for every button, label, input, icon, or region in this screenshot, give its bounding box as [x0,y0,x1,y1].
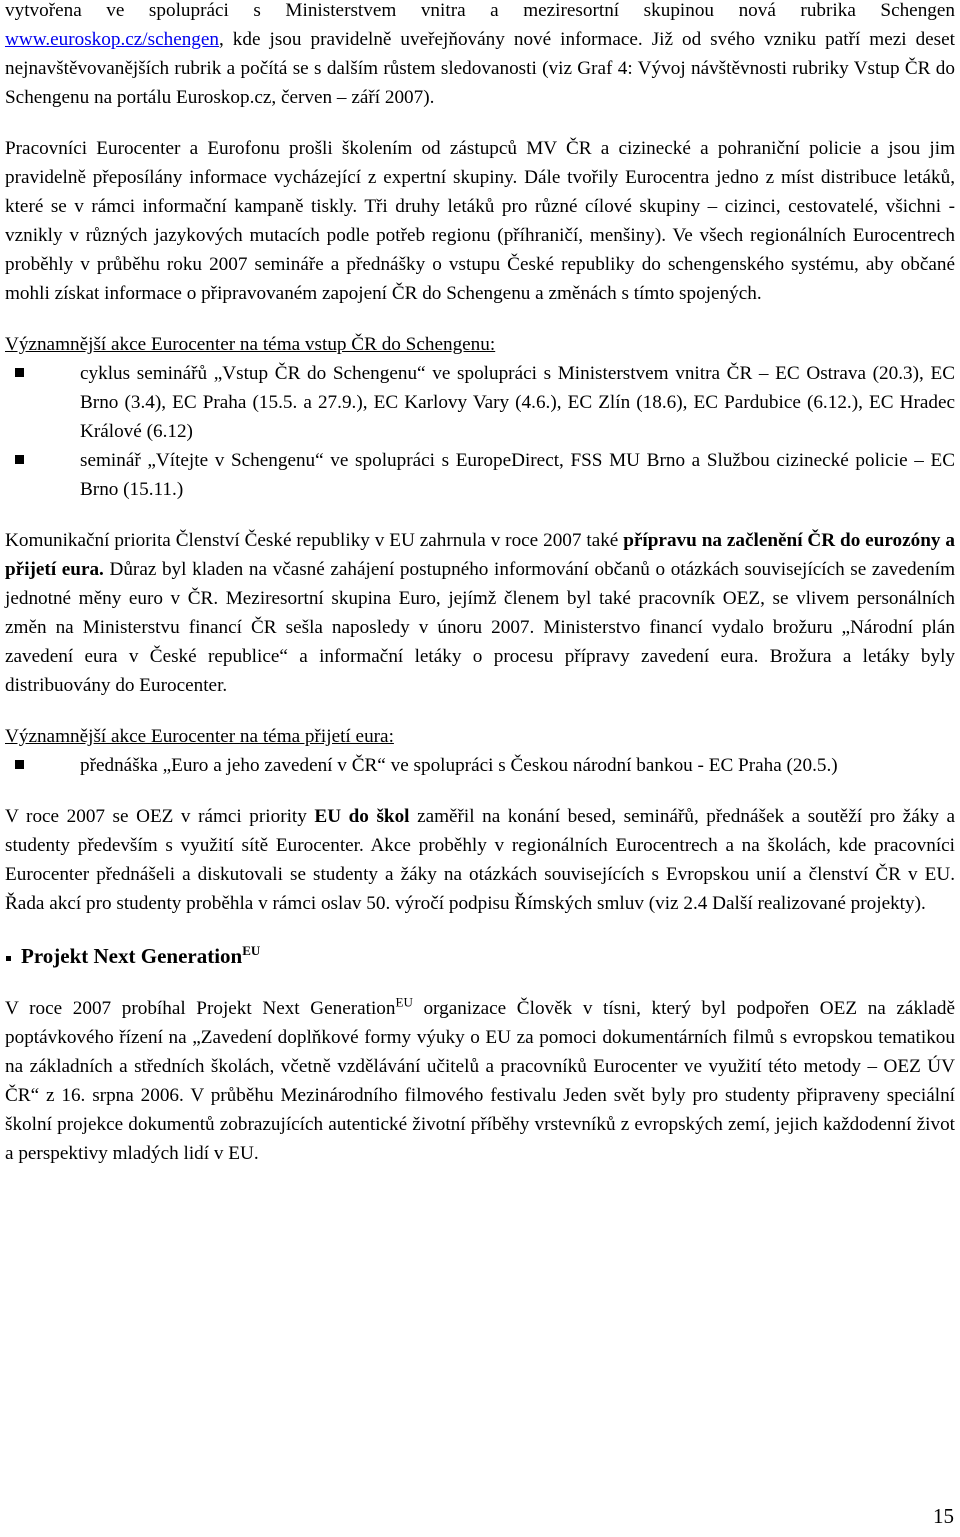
schengen-link[interactable]: www.euroskop.cz/schengen [5,29,220,50]
schools-text-part2: zaměřil na konání besed, seminářů, přednášek a soutěží pro žáky a studenty především s využití sítě Eurocenter. Akce proběhly v regionálních Eurocentrech a na školách, kde pracovníci Eurocenter přednášeli a diskutovali se studenty a žáky na otázkách souvisejících s Evropskou unií a členství ČR v EU. Řada akcí pro studenty proběhla v rámci oslav 50. výročí podpisu Římských smluv (viz 2.4 Další realizované projekty). [5,806,956,914]
bullet-square-icon [6,956,11,961]
project-title-sup: EU [242,943,261,958]
list-item-text: seminář „Vítejte v Schengenu“ ve spolupráci s EuropeDirect, FSS MU Brno a Službou cizinecké policie – EC Brno (15.11.) [80,450,955,500]
intro-text-end: , kde jsou pravidelně uveřejňovány nové informace. Již od svého vzniku patří mezi deset nejnavštěvovanějších rubrik a počítá se s dalším růstem sledovanosti (viz Graf 4: Vývoj návštěvnosti rubriky Vstup ČR do Schengenu na portálu Euroskop.cz, červen – září 2007). [5,29,955,108]
project-text-part1: V roce 2007 probíhal Projekt Next Generation [5,998,396,1019]
schools-text-part1: V roce 2007 se OEZ v rámci priority [5,806,315,827]
project-text-sup: EU [395,994,413,1010]
project-paragraph [5,994,955,1168]
project-text-part2: organizace Člověk v tísni, který byl podpořen OEZ na základě poptávkového řízení na „Zavedení doplňkové formy výuky o EU za pomoci dokumentárních filmů s evropskou tematikou na základních a středních školách, včetně vzdělávání učitelů a pracovníků Eurocenter ve využití této metody – OEZ ÚV ČR“ z 16. srpna 2006. V průběhu Mezinárodního filmového festivalu Jeden svět byly pro studenty připraveny speciální školní projekce dokumentů zobrazujících autentické životní příběhy vrstevníků z evropských zemí, jejich každodenní život a perspektivy mladých lidí v EU. [5,998,955,1164]
project-section-title [5,940,955,972]
list-item-text: přednáška „Euro a jeho zavedení v ČR“ ve spolupráci s Českou národní bankou - EC Praha (20.5.) [80,755,838,776]
euro-text-part2: Důraz byl kladen na včasné zahájení postupného informování občanů o otázkách souvisejících se zavedením jednotné měny euro v ČR. Meziresortní skupina Euro, jejímž členem byl také pracovník OEZ, se vlivem personálních změn na Ministerstvu financí ČR sešla naposledy v únoru 2007. Ministerstvo financí vydalo brožuru „Národní plán zavedení eura v České republice“ a informační letáky o procesu přípravy zavedení eura. Brožura a letáky byly distribuovány do Eurocenter. [5,559,955,696]
bullet-square-icon [15,368,24,377]
schools-paragraph [5,802,955,918]
document-page [5,0,955,1168]
bullet-square-icon [15,760,24,769]
intro-paragraph [5,0,955,112]
project-title-text: Projekt Next Generation [21,944,243,968]
euro-paragraph [5,526,955,700]
euro-events-heading: Významnější akce Eurocenter na téma přijetí eura: [5,726,394,747]
intro-text-start: vytvořena ve spolupráci s Ministerstvem vnitra a meziresortní skupinou nová rubrika Schengen [5,0,955,21]
list-item [5,359,955,446]
schools-bold-text: EU do škol [314,806,410,827]
staff-paragraph: Pracovníci Eurocenter a Eurofonu prošli školením od zástupců MV ČR a cizinecké a pohraniční policie a jsou jim pravidelně přeposílány informace vycházející z expertní skupiny. Dále tvořily Eurocentra jedno z míst distribuce letáků, které se v rámci informační kampaně tiskly. Tři druhy letáků pro různé cílové skupiny – cizinci, cestovatelé, všichni - vznikly v různých jazykových mutacích podle potřeb regionu (příhraničí, menšiny). Ve všech regionálních Eurocentrech proběhly v průběhu roku 2007 semináře a přednášky o vstupu České republiky do schengenského systému, aby občané mohli získat informace o připravovaném zapojení ČR do Schengenu a změnách s tímto spojených. [5,138,955,304]
schengen-events-list [5,359,955,504]
list-item-text: cyklus seminářů „Vstup ČR do Schengenu“ ve spolupráci s Ministerstvem vnitra ČR – EC Ostrava (20.3), EC Brno (3.4), EC Praha (15.5. a 27.9.), EC Karlovy Vary (4.6.), EC Zlín (18.6), EC Pardubice (6.12.), EC Hradec Králové (6.12) [80,363,955,442]
euro-bold-text: přípravu na začlenění ČR do eurozóny a přijetí eura. [5,530,955,580]
list-item [5,751,955,780]
euro-text-part1: Komunikační priorita Členství České republiky v EU zahrnula v roce 2007 také [5,530,624,551]
bullet-square-icon [15,455,24,464]
page-number: 15 [933,1504,954,1528]
list-item [5,446,955,504]
schengen-events-heading: Významnější akce Eurocenter na téma vstup ČR do Schengenu: [5,334,496,355]
euro-events-list [5,751,955,780]
